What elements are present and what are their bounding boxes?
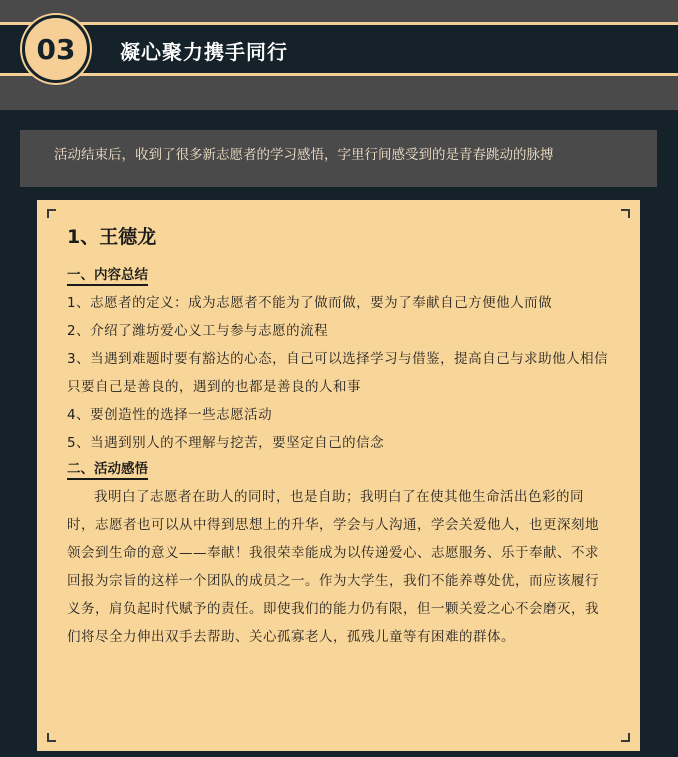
volunteer-name: 1、王德龙 xyxy=(67,226,157,248)
summary-point: 5、当遇到别人的不理解与挖苦，要坚定自己的信念 xyxy=(67,435,385,451)
summary-heading: 一、内容总结 xyxy=(67,263,148,286)
summary-point: 1、志愿者的定义：成为志愿者不能为了做而做，要为了奉献自己方便他人而做 xyxy=(67,295,553,311)
corner-mark-top-left xyxy=(47,209,56,218)
corner-mark-bottom-left xyxy=(47,733,56,742)
summary-point: 4、要创造性的选择一些志愿活动 xyxy=(67,407,273,423)
reflection-paragraph: 我明白了志愿者在助人的同时，也是自助；我明白了在使其他生命活出色彩的同时，志愿者也可以从中得到思想上的升华，学会与人沟通，学会关爱他人，也更深刻地领会到生命的意义——奉献！我很荣幸能成为以传递爱心、志愿服务、乐于奉献、不求回报为宗旨的这样一个团队的成员之一。作为大学生，我们不能养尊处优，而应该履行义务，肩负起时代赋予的责任。即使我们的能力仍有限，但一颗关爱之心不会磨灭，我们将尽全力伸出双手去帮助、关心孤寡老人，孤残儿童等有困难的群体。 xyxy=(67,489,599,645)
reflection-card xyxy=(37,200,640,751)
section-number-badge: 03 xyxy=(22,15,90,83)
intro-banner xyxy=(20,130,657,187)
summary-point: 2、介绍了潍坊爱心义工与参与志愿的流程 xyxy=(67,323,329,339)
corner-mark-bottom-right xyxy=(621,733,630,742)
intro-text: 活动结束后，收到了很多新志愿者的学习感悟，字里行间感受到的是青春跳动的脉搏 xyxy=(54,147,554,163)
summary-point: 3、当遇到难题时要有豁达的心态，自己可以选择学习与借鉴，提高自己与求助他人相信只要自己是善良的，遇到的也都是善良的人和事 xyxy=(67,351,609,395)
section-header-bar xyxy=(0,22,678,76)
section-title: 凝心聚力携手同行 xyxy=(120,40,288,64)
corner-mark-top-right xyxy=(621,209,630,218)
reflection-heading: 二、活动感悟 xyxy=(67,457,148,480)
